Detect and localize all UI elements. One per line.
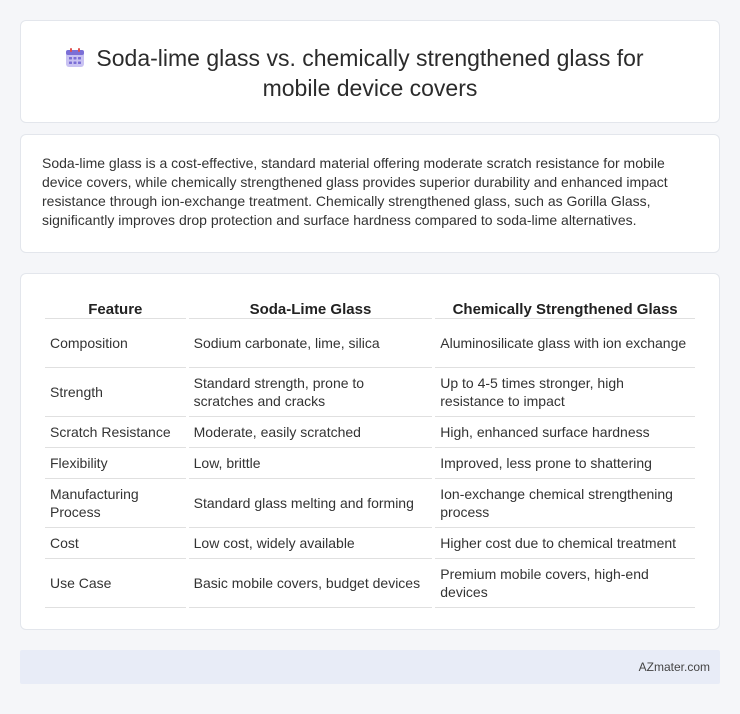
table-row [45, 559, 695, 608]
row-feature-cell: Strength [45, 368, 186, 417]
header-feature: Feature [45, 296, 186, 319]
row-feature-cell: Manufacturing Process [45, 479, 186, 528]
row-soda-lime-cell: Sodium carbonate, lime, silica [189, 319, 433, 368]
footer-site-name[interactable]: AZmater.com [638, 660, 710, 674]
row-soda-lime-cell: Standard strength, prone to scratches and cracks [189, 368, 433, 417]
row-soda-lime-cell: Low cost, widely available [189, 528, 433, 559]
table-row [45, 319, 695, 368]
row-soda-lime-cell: Basic mobile covers, budget devices [189, 559, 433, 608]
row-soda-lime-cell: Standard glass melting and forming [189, 479, 433, 528]
row-strengthened-cell: Up to 4-5 times stronger, high resistance to impact [435, 368, 695, 417]
row-feature-cell: Flexibility [45, 448, 186, 479]
row-feature-cell: Composition [45, 319, 186, 368]
table-header-row [45, 296, 695, 319]
table-row [45, 528, 695, 559]
title-card [20, 20, 720, 123]
row-strengthened-cell: High, enhanced surface hardness [435, 417, 695, 448]
footer-bar [20, 650, 720, 684]
page-title-line-2: mobile device covers [262, 75, 478, 101]
page-title [21, 43, 719, 103]
page-title-line-1: Soda-lime glass vs. chemically strengthened glass for [96, 45, 644, 71]
row-feature-cell: Scratch Resistance [45, 417, 186, 448]
comparison-card [20, 273, 720, 630]
row-strengthened-cell: Higher cost due to chemical treatment [435, 528, 695, 559]
comparison-table [42, 296, 698, 608]
header-soda-lime: Soda-Lime Glass [189, 296, 433, 319]
row-feature-cell: Cost [45, 528, 186, 559]
intro-paragraph: Soda-lime glass is a cost-effective, standard material offering moderate scratch resistance for mobile device covers, while chemically strengthened glass provides superior durability and enhanced impact resistance through ion-exchange treatment. Chemically strengthened glass, such as Gorilla Glass, significantly improves drop protection and surface hardness compared to soda-lime alternatives. [42, 155, 668, 228]
table-row [45, 479, 695, 528]
row-feature-cell: Use Case [45, 559, 186, 608]
row-strengthened-cell: Improved, less prone to shattering [435, 448, 695, 479]
row-strengthened-cell: Ion-exchange chemical strengthening process [435, 479, 695, 528]
table-row [45, 417, 695, 448]
row-soda-lime-cell: Low, brittle [189, 448, 433, 479]
table-row [45, 448, 695, 479]
header-chemically-strengthened: Chemically Strengthened Glass [435, 296, 695, 319]
intro-card [20, 134, 720, 253]
row-strengthened-cell: Aluminosilicate glass with ion exchange [435, 319, 695, 368]
table-row [45, 368, 695, 417]
row-soda-lime-cell: Moderate, easily scratched [189, 417, 433, 448]
row-strengthened-cell: Premium mobile covers, high-end devices [435, 559, 695, 608]
